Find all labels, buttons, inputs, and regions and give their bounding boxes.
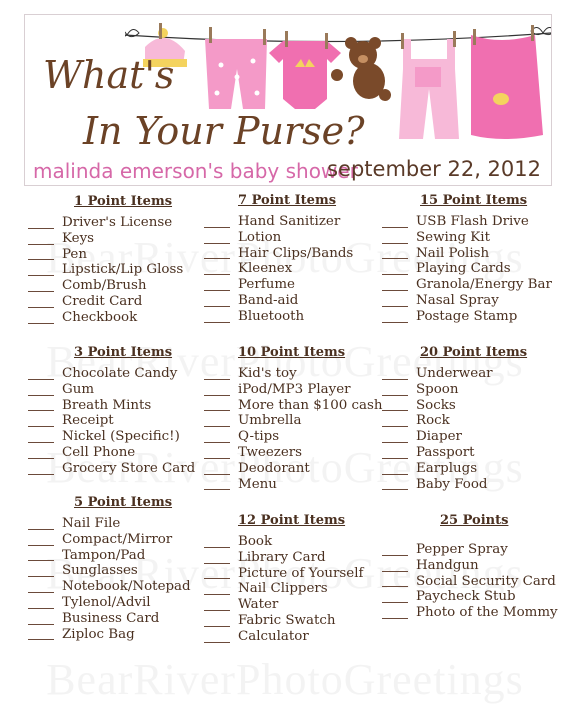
- list-item: Social Security Card: [382, 574, 557, 590]
- list-item: Comb/Brush: [28, 278, 203, 294]
- list-item: Umbrella: [204, 413, 379, 429]
- section-title: 15 Point Items: [420, 193, 528, 208]
- list-item: Ziploc Bag: [28, 627, 203, 643]
- section-12-point: [204, 513, 379, 645]
- list-item: Pepper Spray: [382, 542, 557, 558]
- list-item: Driver's License: [28, 215, 203, 231]
- list-item: Passport: [382, 445, 557, 461]
- event-date: september 22, 2012: [327, 157, 541, 181]
- list-item: Nail File: [28, 516, 203, 532]
- list-item: Playing Cards: [382, 261, 557, 277]
- list-item: Kid's toy: [204, 366, 379, 382]
- list-item: Credit Card: [28, 294, 203, 310]
- list-item: Paycheck Stub: [382, 589, 557, 605]
- list-item: Notebook/Notepad: [28, 579, 203, 595]
- list-item: Hand Sanitizer: [204, 214, 379, 230]
- list-item: Hair Clips/Bands: [204, 246, 379, 262]
- item-list: [28, 215, 203, 326]
- section-20-point: [382, 345, 557, 492]
- list-item: Picture of Yourself: [204, 566, 379, 582]
- list-item: Compact/Mirror: [28, 532, 203, 548]
- section-5-point: [28, 495, 203, 642]
- list-item: Lipstick/Lip Gloss: [28, 262, 203, 278]
- teddy-bear-icon: [331, 37, 391, 101]
- list-item: USB Flash Drive: [382, 214, 557, 230]
- onesie-icon: [269, 41, 341, 109]
- section-title: 1 Point Items: [74, 194, 173, 209]
- list-item: Diaper: [382, 429, 557, 445]
- section-title: 7 Point Items: [238, 193, 337, 208]
- list-item: Calculator: [204, 629, 379, 645]
- list-item: Nasal Spray: [382, 293, 557, 309]
- list-item: Gum: [28, 382, 203, 398]
- item-list: [382, 542, 557, 621]
- list-item: Handgun: [382, 558, 557, 574]
- list-item: Pen: [28, 247, 203, 263]
- list-item: Water: [204, 597, 379, 613]
- list-item: Keys: [28, 231, 203, 247]
- section-title: 5 Point Items: [74, 495, 173, 510]
- list-item: Baby Food: [382, 477, 557, 493]
- list-item: Perfume: [204, 277, 379, 293]
- list-item: Nail Polish: [382, 246, 557, 262]
- list-item: Fabric Swatch: [204, 613, 379, 629]
- list-item: iPod/MP3 Player: [204, 382, 379, 398]
- list-item: Nickel (Specific!): [28, 429, 203, 445]
- list-item: Granola/Energy Bar: [382, 277, 557, 293]
- section-1-point: [28, 194, 203, 326]
- baby-pants-icon: [205, 39, 267, 109]
- event-subtitle: malinda emerson's baby shower: [33, 159, 358, 183]
- list-item: Sewing Kit: [382, 230, 557, 246]
- list-item: Grocery Store Card: [28, 461, 203, 477]
- list-item: Rock: [382, 413, 557, 429]
- list-item: Socks: [382, 398, 557, 414]
- item-list: [204, 534, 379, 645]
- list-item: Q-tips: [204, 429, 379, 445]
- item-list: [28, 516, 203, 642]
- list-item: Library Card: [204, 550, 379, 566]
- list-item: Business Card: [28, 611, 203, 627]
- list-item: Postage Stamp: [382, 309, 557, 325]
- list-item: Underwear: [382, 366, 557, 382]
- header-banner: [24, 14, 552, 186]
- list-item: Spoon: [382, 382, 557, 398]
- list-item: Cell Phone: [28, 445, 203, 461]
- list-item: Sunglasses: [28, 563, 203, 579]
- list-item: Earplugs: [382, 461, 557, 477]
- list-item: Deodorant: [204, 461, 379, 477]
- page-title-line1: What's: [43, 53, 175, 97]
- list-item: Chocolate Candy: [28, 366, 203, 382]
- list-item: Tweezers: [204, 445, 379, 461]
- list-item: Nail Clippers: [204, 581, 379, 597]
- list-item: Checkbook: [28, 310, 203, 326]
- overalls-icon: [399, 39, 459, 139]
- item-list: [28, 366, 203, 477]
- list-item: Band-aid: [204, 293, 379, 309]
- list-item: Receipt: [28, 413, 203, 429]
- item-list: [204, 366, 383, 492]
- item-list: [204, 214, 379, 325]
- watermark: [0, 654, 570, 705]
- list-item: Tylenol/Advil: [28, 595, 203, 611]
- section-title: 25 Points: [440, 513, 509, 528]
- page-title-line2: In Your Purse?: [83, 109, 365, 153]
- blanket-icon: [471, 35, 543, 139]
- section-10-point: [204, 345, 383, 492]
- list-item: More than $100 cash: [204, 398, 379, 414]
- list-item: Book: [204, 534, 379, 550]
- item-list: [382, 214, 557, 325]
- list-item: Photo of the Mommy: [382, 605, 557, 621]
- section-title: 10 Point Items: [238, 345, 346, 360]
- list-item: Bluetooth: [204, 309, 379, 325]
- section-title: 20 Point Items: [420, 345, 528, 360]
- list-item: Lotion: [204, 230, 379, 246]
- section-15-point: [382, 193, 557, 325]
- list-item: Tampon/Pad: [28, 548, 203, 564]
- section-title: 3 Point Items: [74, 345, 173, 360]
- section-title: 12 Point Items: [238, 513, 346, 528]
- list-item: Kleenex: [204, 261, 379, 277]
- list-item: Breath Mints: [28, 398, 203, 414]
- item-list: [382, 366, 557, 492]
- section-3-point: [28, 345, 203, 477]
- list-item: Menu: [204, 477, 379, 493]
- section-25-point: [382, 513, 557, 621]
- section-7-point: [204, 193, 379, 325]
